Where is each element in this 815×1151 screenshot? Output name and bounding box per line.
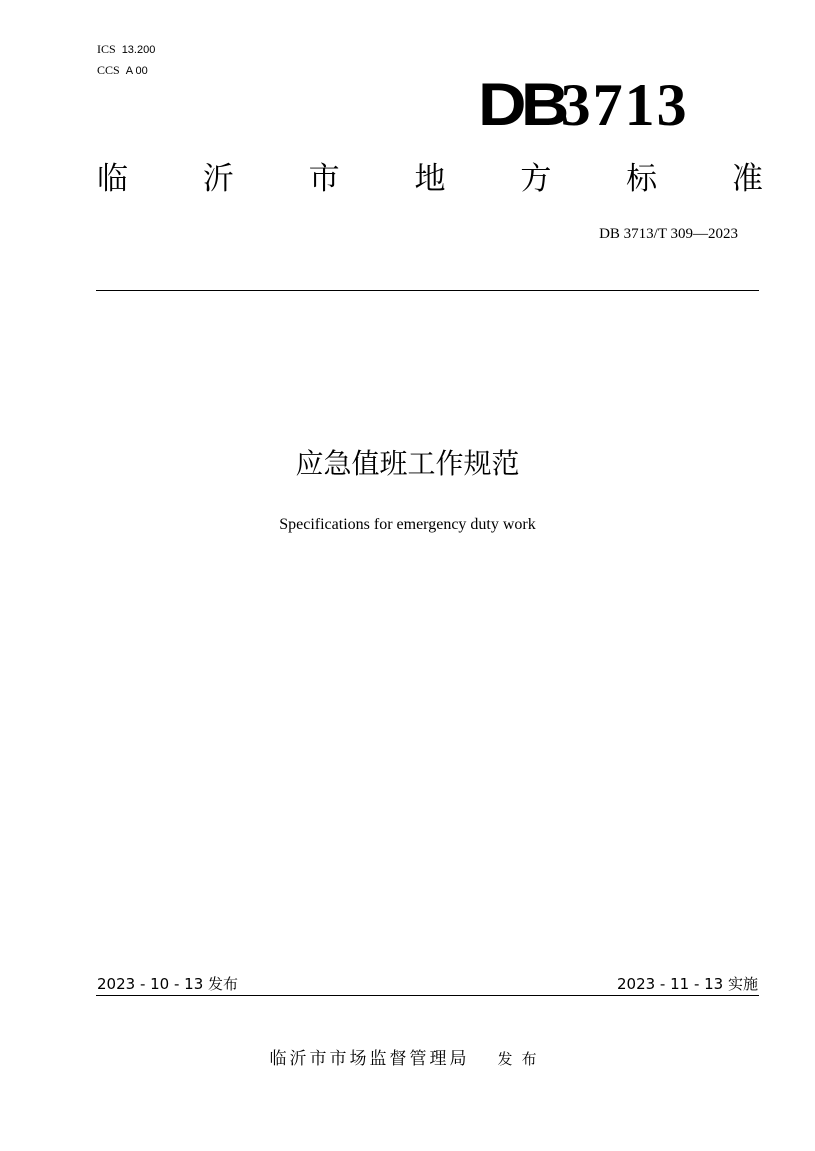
publisher-name: 临沂市市场监督管理局 <box>269 1049 470 1069</box>
ics-label: ICS <box>97 42 116 56</box>
ccs-classification <box>97 62 148 79</box>
ics-classification <box>97 41 155 58</box>
ccs-label: CCS <box>97 63 120 77</box>
publisher-line <box>0 1046 815 1072</box>
standard-type-char: 准 <box>731 161 763 197</box>
standard-type-char: 方 <box>520 161 552 197</box>
standard-mark-number: 3713 <box>560 72 689 138</box>
footer-divider <box>96 995 759 996</box>
ccs-code: A 00 <box>125 65 148 77</box>
standard-mark-letters: DB <box>478 71 564 138</box>
standard-type-char: 地 <box>414 161 446 197</box>
standard-type-char: 标 <box>626 161 658 197</box>
standard-type-char: 沂 <box>202 161 234 197</box>
standard-type-char: 临 <box>97 161 128 197</box>
document-title-english: Specifications for emergency duty work <box>279 516 536 533</box>
standard-type-heading <box>97 154 763 204</box>
standard-number: DB 3713/T 309—2023 <box>599 226 738 242</box>
header-divider <box>96 290 759 291</box>
issue-date: 2023 - 10 - 13 发布 <box>97 975 239 993</box>
publish-action: 发布 <box>497 1050 546 1068</box>
standard-type-char: 市 <box>308 161 340 197</box>
standard-mark <box>478 70 736 140</box>
implementation-date: 2023 - 11 - 13 实施 <box>616 975 758 993</box>
document-title-chinese: 应急值班工作规范 <box>295 447 520 480</box>
ics-code: 13.200 <box>121 44 156 56</box>
